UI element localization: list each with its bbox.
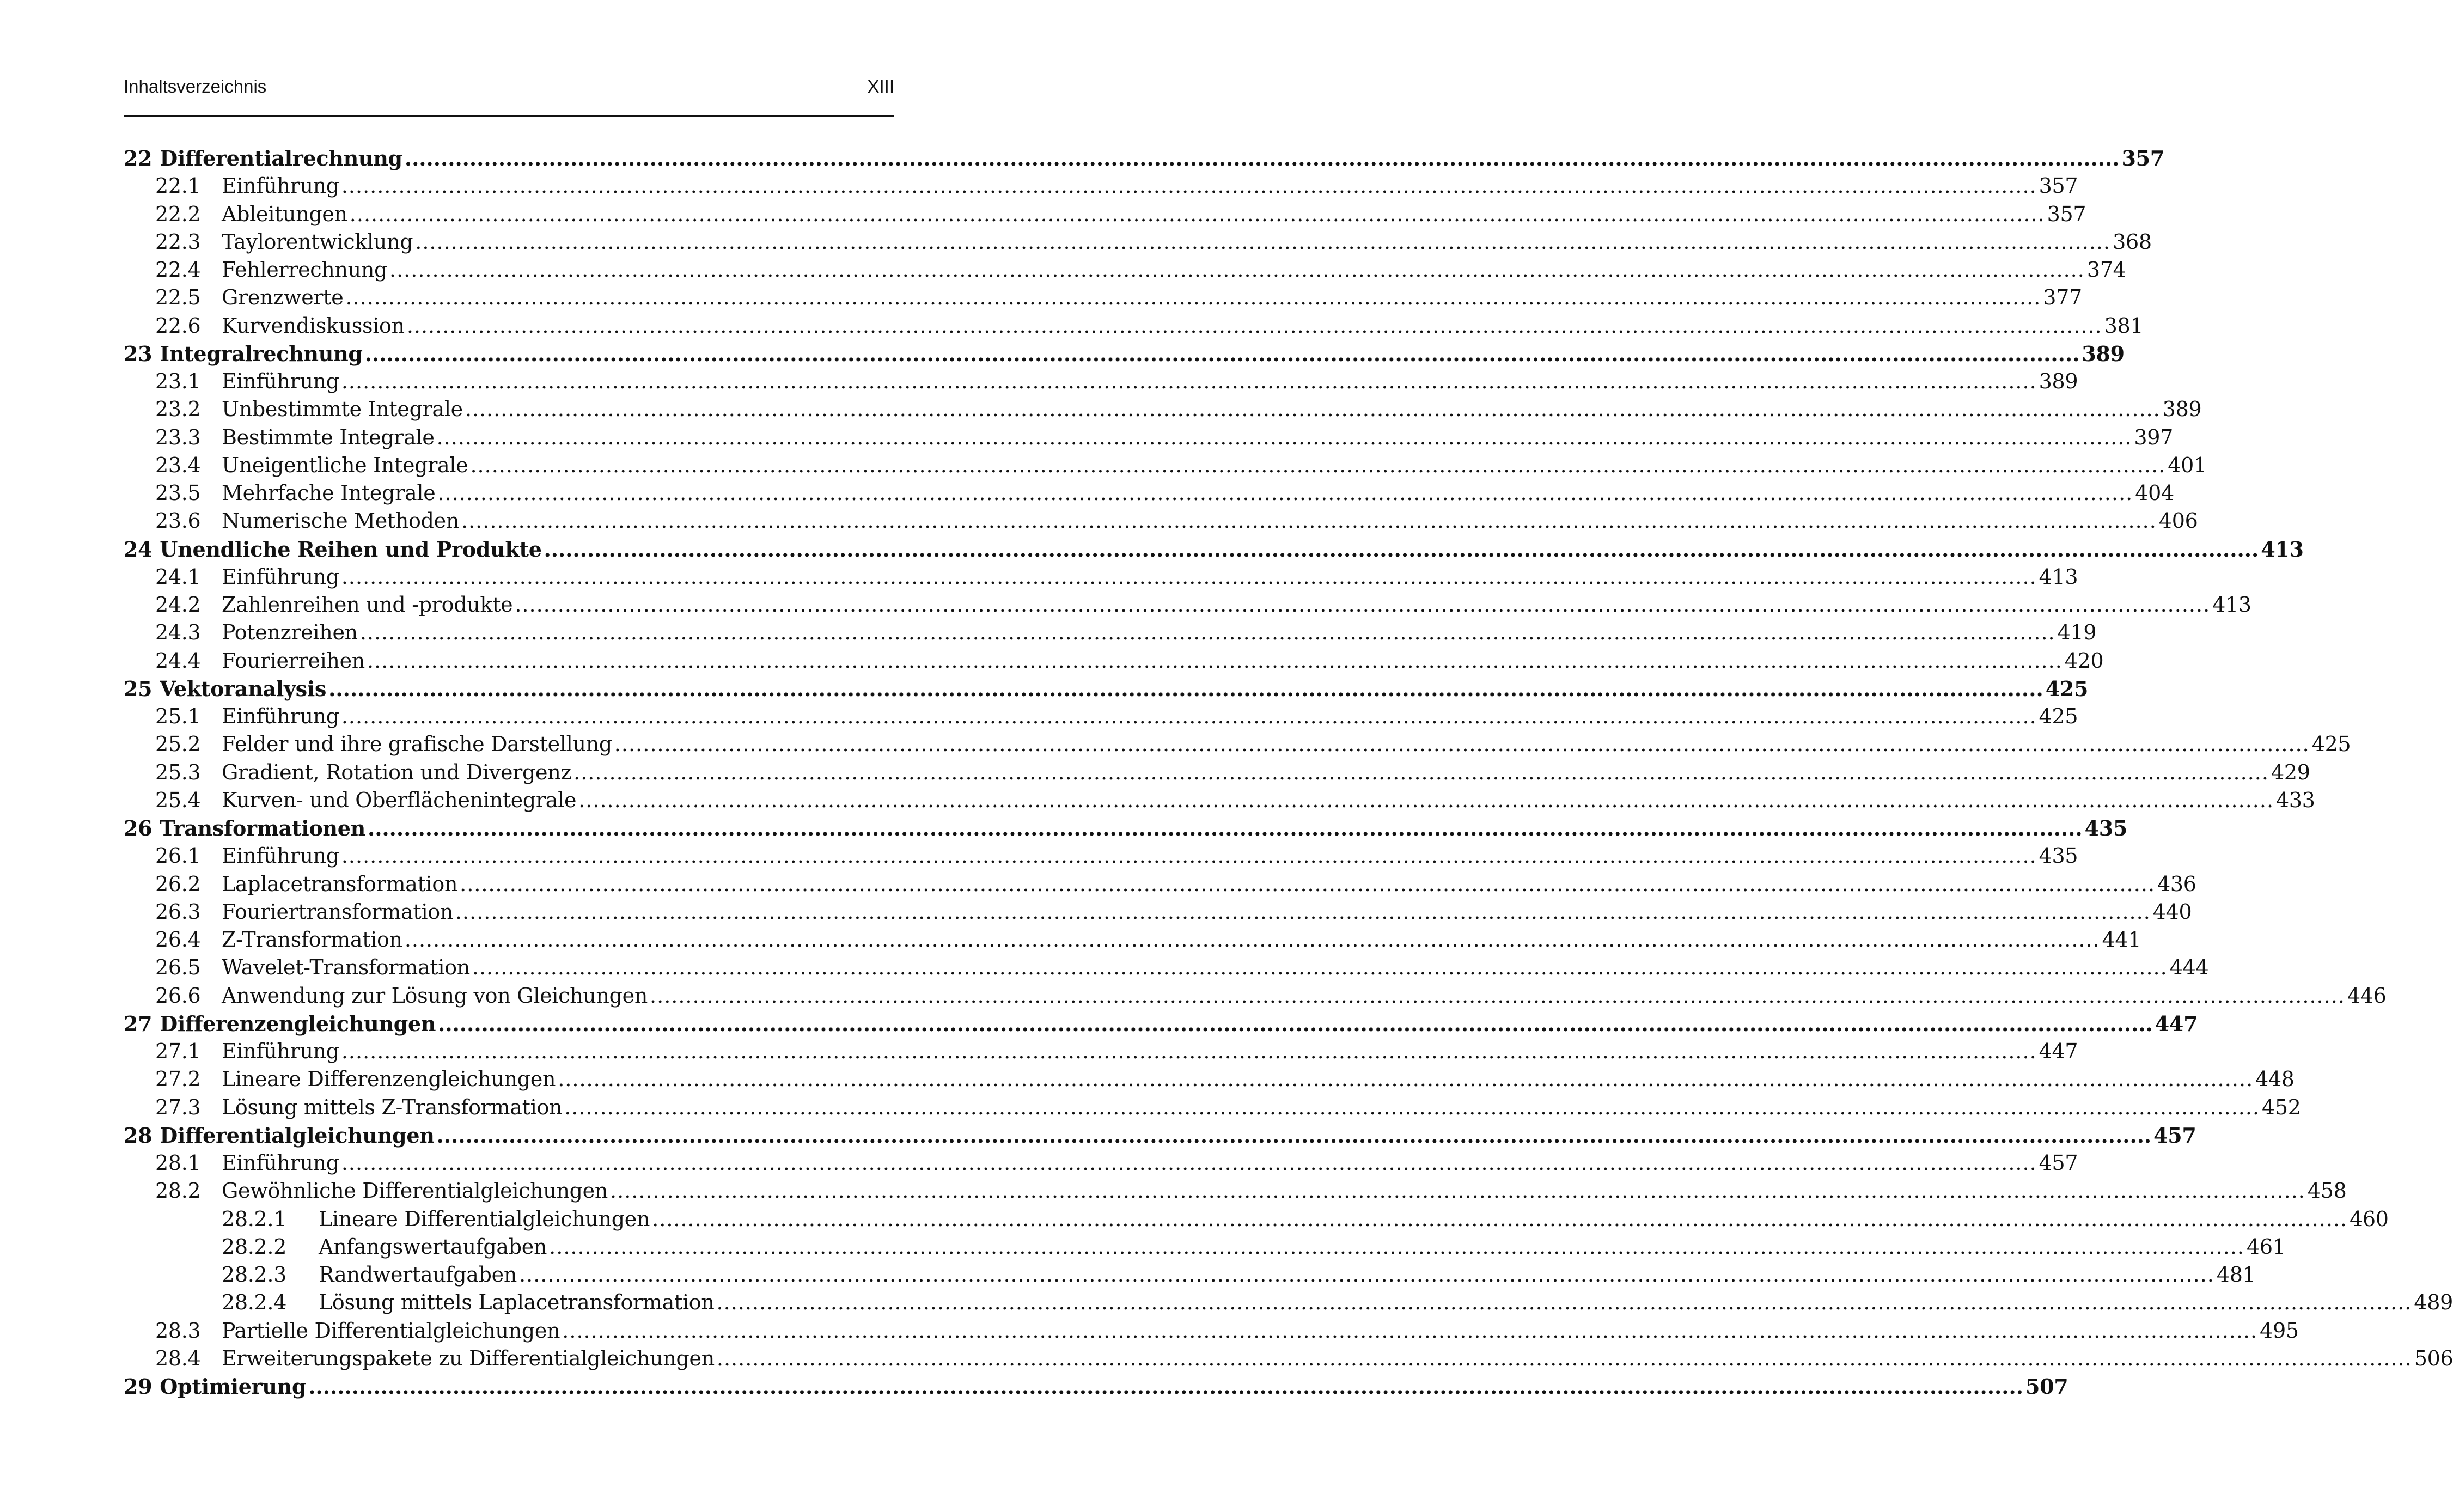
- toc-page-number: 457: [2153, 1123, 2196, 1148]
- toc-leader-dots: [465, 395, 2161, 423]
- toc-title: Lösung mittels Laplacetransformation: [319, 1290, 715, 1315]
- toc-title: Anwendung zur Lösung von Gleichungen: [222, 983, 648, 1008]
- page-header: [124, 73, 894, 100]
- toc-page-number: 389: [2082, 341, 2125, 366]
- toc-page-number: 446: [2347, 983, 2387, 1008]
- toc-title: Felder und ihre grafische Darstellung: [222, 732, 612, 757]
- toc-entry-section[interactable]: [124, 619, 2097, 647]
- toc-leader-dots: [368, 814, 2083, 842]
- toc-number: 25.1: [155, 704, 201, 728]
- toc-leader-dots: [438, 1010, 2153, 1038]
- toc-number: 25.3: [155, 760, 201, 784]
- toc-title: Lösung mittels Z-Transformation: [222, 1095, 563, 1119]
- toc-leader-dots: [549, 1233, 2244, 1261]
- toc-number: 26.2: [155, 871, 201, 896]
- toc-title: Fourierreihen: [222, 648, 365, 673]
- toc-page-number: 425: [2311, 732, 2351, 757]
- toc-title: Zahlenreihen und -produkte: [222, 593, 513, 617]
- toc-title: Gradient, Rotation und Divergenz: [222, 760, 572, 784]
- toc-entry-section[interactable]: [124, 898, 2192, 926]
- toc-entry-section[interactable]: [124, 1065, 2295, 1093]
- toc-page-number: 357: [2047, 202, 2086, 226]
- toc-number: 22.5: [155, 285, 201, 310]
- toc-leader-dots: [389, 256, 2085, 284]
- toc-page-number: 357: [2121, 146, 2164, 170]
- toc-title: Taylorentwicklung: [222, 229, 413, 254]
- toc-entry-section[interactable]: [124, 1317, 2299, 1345]
- toc-entry-section[interactable]: [124, 842, 2078, 870]
- toc-entry-section[interactable]: [124, 284, 2082, 312]
- toc-leader-dots: [437, 479, 2133, 507]
- toc-page-number: 444: [2169, 955, 2209, 980]
- toc-entry-chapter[interactable]: [124, 1121, 2196, 1149]
- toc-entry-section[interactable]: [124, 256, 2126, 284]
- toc-title: Fehlerrechnung: [222, 258, 388, 282]
- toc-entry-subsection[interactable]: [124, 1289, 2453, 1316]
- toc-page-number: 495: [2260, 1318, 2299, 1343]
- toc-title: Gewöhnliche Differentialgleichungen: [222, 1179, 608, 1203]
- toc-number: 23.4: [155, 453, 201, 477]
- toc-leader-dots: [328, 675, 2043, 703]
- toc-title: Potenzreihen: [222, 620, 358, 645]
- toc-number: 27: [124, 1011, 152, 1036]
- toc-title: Erweiterungspakete zu Differentialgleichungen: [222, 1346, 715, 1370]
- toc-leader-dots: [365, 340, 2080, 368]
- toc-number: 28: [124, 1123, 152, 1148]
- toc-leader-dots: [717, 1345, 2412, 1373]
- toc-number: 22.2: [155, 202, 201, 226]
- toc-title: Einführung: [222, 704, 339, 728]
- toc-entry-chapter[interactable]: [124, 340, 2125, 368]
- toc-leader-dots: [614, 730, 2310, 758]
- toc-page-number: 461: [2246, 1234, 2286, 1259]
- toc-page-number: 357: [2039, 174, 2078, 198]
- toc-number: 28.1: [155, 1151, 201, 1175]
- toc-number: 28.2.4: [222, 1290, 287, 1315]
- toc-title: Unendliche Reihen und Produkte: [160, 536, 542, 562]
- toc-leader-dots: [360, 619, 2055, 647]
- toc-title: Integralrechnung: [160, 341, 363, 366]
- toc-page-number: 389: [2039, 369, 2078, 393]
- toc-page-number: 374: [2086, 258, 2126, 282]
- running-header-title: Inhaltsverzeichnis: [124, 76, 267, 96]
- toc-number: 27.2: [155, 1067, 201, 1092]
- toc-entry-chapter[interactable]: [124, 144, 2164, 172]
- toc-number: 24.1: [155, 564, 201, 589]
- toc-page-number: 413: [2212, 593, 2251, 617]
- toc-entry-section[interactable]: [124, 703, 2078, 730]
- toc-page-number: 507: [2025, 1374, 2068, 1399]
- toc-page-number: 489: [2414, 1290, 2453, 1315]
- toc-page-number: 401: [2168, 453, 2207, 477]
- toc-title: Einführung: [222, 1039, 339, 1063]
- toc-page-number: 425: [2045, 676, 2089, 701]
- toc-entry-section[interactable]: [124, 312, 2144, 340]
- toc-page-number: 381: [2104, 313, 2144, 338]
- toc-entry-chapter[interactable]: [124, 1010, 2198, 1038]
- toc-entry-chapter[interactable]: [124, 1373, 2068, 1400]
- toc-page-number: 413: [2039, 564, 2078, 589]
- toc-entry-section[interactable]: [124, 368, 2078, 395]
- toc-number: 24: [124, 536, 152, 562]
- toc-number: 22.4: [155, 258, 201, 282]
- toc-leader-dots: [341, 172, 2037, 200]
- toc-number: 24.4: [155, 648, 201, 673]
- toc-page-number: 435: [2084, 816, 2128, 840]
- toc-entry-section[interactable]: [124, 452, 2207, 479]
- toc-leader-dots: [341, 703, 2037, 730]
- toc-leader-dots: [341, 1149, 2037, 1177]
- toc-page-number: 419: [2057, 620, 2097, 645]
- page-number-roman: XIII: [867, 76, 894, 96]
- toc-leader-dots: [367, 647, 2063, 675]
- toc-number: 28.2.2: [222, 1234, 287, 1259]
- toc-leader-dots: [519, 1261, 2214, 1289]
- toc-number: 25: [124, 676, 152, 701]
- toc-leader-dots: [341, 563, 2037, 591]
- toc-entry-section[interactable]: [124, 1177, 2347, 1205]
- toc-page-number: 420: [2064, 648, 2104, 673]
- toc-entry-section[interactable]: [124, 954, 2209, 981]
- toc-leader-dots: [415, 228, 2110, 256]
- toc-leader-dots: [405, 144, 2120, 172]
- toc-entry-section[interactable]: [124, 200, 2086, 228]
- toc-entry-chapter[interactable]: [124, 675, 2089, 703]
- toc-entry-section[interactable]: [124, 1038, 2078, 1065]
- toc-number: 23.3: [155, 425, 201, 449]
- toc-number: 28.2.1: [222, 1206, 287, 1231]
- toc-leader-dots: [558, 1065, 2253, 1093]
- toc-title: Fouriertransformation: [222, 899, 453, 924]
- toc-number: 23.1: [155, 369, 201, 393]
- toc-entry-section[interactable]: [124, 759, 2310, 787]
- toc-page-number: 397: [2134, 425, 2174, 449]
- toc-entry-subsection[interactable]: [124, 1261, 2256, 1289]
- toc-entry-section[interactable]: [124, 228, 2152, 256]
- toc-page-number: 389: [2162, 397, 2202, 422]
- toc-number: 27.1: [155, 1039, 201, 1063]
- toc-page-number: 377: [2043, 285, 2082, 310]
- toc-title: Einführung: [222, 174, 339, 198]
- toc-leader-dots: [562, 1317, 2257, 1345]
- toc-leader-dots: [407, 312, 2102, 340]
- toc-page-number: 447: [2155, 1011, 2198, 1036]
- toc-number: 24.3: [155, 620, 201, 645]
- toc-title: Optimierung: [160, 1374, 307, 1399]
- toc-entry-subsection[interactable]: [124, 1233, 2286, 1261]
- toc-title: Transformationen: [160, 816, 365, 840]
- toc-entry-section[interactable]: [124, 479, 2174, 507]
- toc-entry-section[interactable]: [124, 507, 2198, 535]
- toc-title: Partielle Differentialgleichungen: [222, 1318, 560, 1343]
- toc-page-number: 481: [2216, 1263, 2256, 1287]
- toc-page-number: 452: [2262, 1095, 2301, 1119]
- toc-number: 26.6: [155, 983, 201, 1008]
- toc-title: Wavelet-Transformation: [222, 955, 470, 980]
- toc-leader-dots: [350, 200, 2045, 228]
- toc-title: Mehrfache Integrale: [222, 481, 436, 505]
- toc-leader-dots: [341, 368, 2037, 395]
- toc-entry-section[interactable]: [124, 982, 2387, 1010]
- toc-entry-section[interactable]: [124, 870, 2196, 898]
- toc-title: Vektoranalysis: [160, 676, 327, 701]
- toc-number: 22: [124, 146, 152, 170]
- toc-leader-dots: [405, 926, 2100, 954]
- toc-title: Einführung: [222, 844, 339, 868]
- header-divider: [124, 115, 894, 117]
- toc-title: Uneigentliche Integrale: [222, 453, 468, 477]
- toc-page-number: 433: [2276, 788, 2315, 812]
- toc-title: Differentialrechnung: [160, 146, 402, 170]
- toc-entry-section[interactable]: [124, 647, 2104, 675]
- toc-entry-chapter[interactable]: [124, 535, 2304, 563]
- toc-number: 27.3: [155, 1095, 201, 1119]
- toc-title: Bestimmte Integrale: [222, 425, 435, 449]
- toc-number: 22.6: [155, 313, 201, 338]
- toc-entry-section[interactable]: [124, 172, 2078, 200]
- toc-entry-section[interactable]: [124, 1149, 2078, 1177]
- toc-leader-dots: [472, 954, 2168, 981]
- toc-entry-section[interactable]: [124, 1345, 2453, 1373]
- toc-number: 28.3: [155, 1318, 201, 1343]
- toc-title: Einführung: [222, 1151, 339, 1175]
- toc-leader-dots: [652, 1205, 2347, 1233]
- toc-number: 29: [124, 1374, 152, 1399]
- toc-leader-dots: [461, 507, 2157, 535]
- toc-number: 23.6: [155, 509, 201, 533]
- toc-number: 26.5: [155, 955, 201, 980]
- toc-page-number: 448: [2255, 1067, 2295, 1092]
- toc-entry-subsection[interactable]: [124, 1205, 2389, 1233]
- toc-title: Lineare Differenzengleichungen: [222, 1067, 556, 1092]
- toc-title: Grenzwerte: [222, 285, 344, 310]
- toc-leader-dots: [460, 870, 2155, 898]
- toc-page-number: 460: [2349, 1206, 2389, 1231]
- table-of-contents: [124, 144, 2453, 1400]
- toc-entry-section[interactable]: [124, 730, 2351, 758]
- toc-leader-dots: [341, 1038, 2037, 1065]
- toc-leader-dots: [564, 1094, 2260, 1121]
- toc-title: Kurven- und Oberflächenintegrale: [222, 788, 577, 812]
- toc-page-number: 457: [2039, 1151, 2078, 1175]
- toc-page-number: 425: [2039, 704, 2078, 728]
- toc-leader-dots: [610, 1177, 2305, 1205]
- toc-page-number: 435: [2039, 844, 2078, 868]
- toc-title: Numerische Methoden: [222, 509, 459, 533]
- toc-page-number: 458: [2307, 1179, 2347, 1203]
- toc-title: Differentialgleichungen: [160, 1123, 435, 1148]
- toc-number: 22.1: [155, 174, 201, 198]
- toc-leader-dots: [341, 842, 2037, 870]
- toc-title: Lineare Differentialgleichungen: [319, 1206, 650, 1231]
- toc-title: Einführung: [222, 564, 339, 589]
- toc-number: 23: [124, 341, 152, 366]
- toc-number: 26.3: [155, 899, 201, 924]
- toc-leader-dots: [578, 787, 2274, 814]
- toc-number: 28.2: [155, 1179, 201, 1203]
- toc-title: Z-Transformation: [222, 928, 402, 952]
- toc-page-number: 429: [2271, 760, 2310, 784]
- toc-number: 25.2: [155, 732, 201, 757]
- toc-leader-dots: [437, 424, 2132, 452]
- toc-page-number: 404: [2135, 481, 2174, 505]
- toc-title: Randwertaufgaben: [319, 1263, 517, 1287]
- toc-leader-dots: [437, 1121, 2152, 1149]
- toc-leader-dots: [308, 1373, 2023, 1400]
- toc-leader-dots: [515, 591, 2210, 619]
- toc-entry-section[interactable]: [124, 563, 2078, 591]
- toc-entry-section[interactable]: [124, 395, 2202, 423]
- toc-page-number: 368: [2113, 229, 2152, 254]
- toc-number: 26.4: [155, 928, 201, 952]
- toc-leader-dots: [650, 982, 2345, 1010]
- toc-number: 23.5: [155, 481, 201, 505]
- toc-title: Laplacetransformation: [222, 871, 458, 896]
- toc-page-number: 506: [2414, 1346, 2453, 1370]
- toc-page-number: 413: [2261, 536, 2304, 562]
- toc-leader-dots: [470, 452, 2165, 479]
- toc-number: 28.2.3: [222, 1263, 287, 1287]
- toc-title: Unbestimmte Integrale: [222, 397, 463, 422]
- toc-number: 25.4: [155, 788, 201, 812]
- toc-title: Ableitungen: [222, 202, 347, 226]
- toc-number: 24.2: [155, 593, 201, 617]
- toc-page-number: 441: [2102, 928, 2141, 952]
- toc-title: Differenzengleichungen: [160, 1011, 436, 1036]
- toc-page-number: 440: [2152, 899, 2192, 924]
- toc-page-number: 447: [2039, 1039, 2078, 1063]
- toc-entry-section[interactable]: [124, 787, 2315, 814]
- toc-page-number: 436: [2157, 871, 2196, 896]
- toc-leader-dots: [573, 759, 2269, 787]
- toc-title: Anfangswertaufgaben: [319, 1234, 547, 1259]
- toc-leader-dots: [717, 1289, 2412, 1316]
- toc-page-number: 406: [2158, 509, 2198, 533]
- toc-title: Einführung: [222, 369, 339, 393]
- toc-leader-dots: [455, 898, 2151, 926]
- toc-entry-section[interactable]: [124, 1094, 2301, 1121]
- toc-entry-section[interactable]: [124, 424, 2174, 452]
- toc-leader-dots: [544, 535, 2259, 563]
- toc-number: 26.1: [155, 844, 201, 868]
- toc-number: 26: [124, 816, 152, 840]
- toc-entry-chapter[interactable]: [124, 814, 2128, 842]
- toc-number: 22.3: [155, 229, 201, 254]
- toc-leader-dots: [345, 284, 2041, 312]
- toc-entry-section[interactable]: [124, 926, 2141, 954]
- toc-entry-section[interactable]: [124, 591, 2251, 619]
- toc-number: 23.2: [155, 397, 201, 422]
- toc-number: 28.4: [155, 1346, 201, 1370]
- toc-title: Kurvendiskussion: [222, 313, 405, 338]
